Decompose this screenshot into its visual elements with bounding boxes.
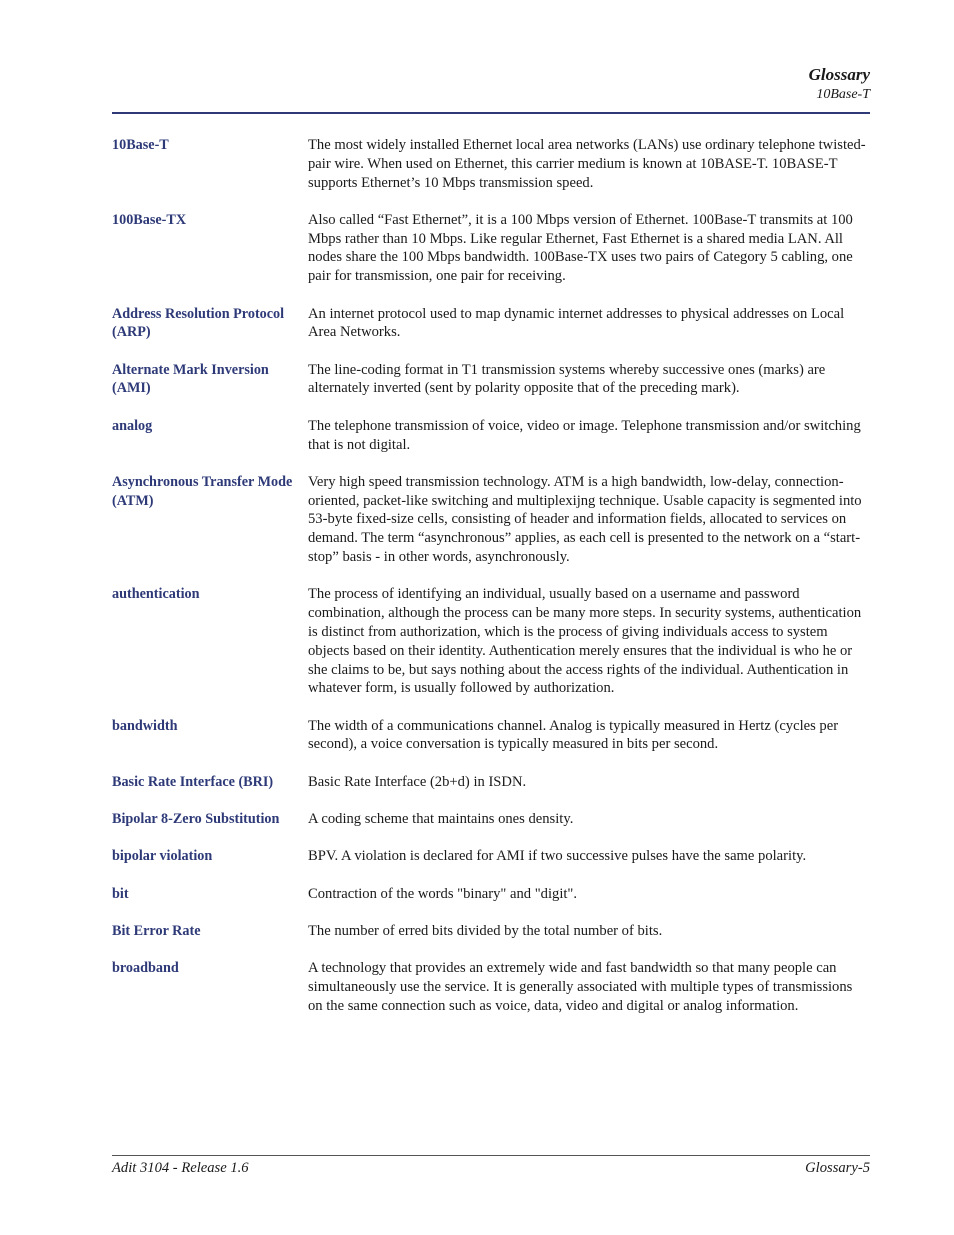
glossary-entry: [112, 959, 870, 1015]
glossary-term: authentication: [112, 586, 200, 603]
glossary-term: bit: [112, 885, 129, 902]
footer-rule: [112, 1155, 870, 1156]
glossary-term: analog: [112, 417, 153, 434]
glossary-entry: [112, 847, 870, 866]
glossary-definition: The most widely installed Ethernet local area networks (LANs) use ordinary telephone twisted-pair wire. When used on Ethernet, this carrier medium is known at 10BASE-T. 10BASE-T supports Ethernet’s 10 Mbps transmission speed.: [308, 137, 866, 191]
glossary-entry: [112, 136, 870, 192]
glossary-entry: [112, 810, 870, 829]
glossary-entry: [112, 361, 870, 399]
footer-product: Adit 3104 - Release 1.6: [112, 1160, 249, 1176]
glossary-definition: BPV. A violation is declared for AMI if two successive pulses have the same polarity.: [308, 848, 807, 865]
glossary-term: Address Resolution Protocol (ARP): [112, 305, 285, 341]
header-title: Glossary: [808, 65, 870, 84]
glossary-definition: Also called “Fast Ethernet”, it is a 100 Mbps version of Ethernet. 100Base-T transmits at 100 Mbps rather than 10 Mbps. Like regular Ethernet, Fast Ethernet is a shared media LAN. All nodes share the 100 Mbps bandwidth. 100Base-TX uses two pairs of Category 5 cabling, one pair for transmission, one pair for receiving.: [308, 211, 853, 285]
glossary-term: Basic Rate Interface (BRI): [112, 773, 274, 790]
header-subtitle: 10Base-T: [816, 87, 870, 102]
glossary-definition: The telephone transmission of voice, video or image. Telephone transmission and/or switching that is not digital.: [308, 417, 861, 453]
glossary-entry: [112, 717, 870, 755]
glossary-entry: [112, 417, 870, 455]
glossary-term: bandwidth: [112, 717, 178, 734]
glossary-list: [112, 136, 870, 1034]
glossary-term: broadband: [112, 960, 179, 977]
glossary-entry: [112, 585, 870, 698]
glossary-definition: The line-coding format in T1 transmission systems whereby successive ones (marks) are alternately inverted (sent by polarity opposite that of the preceding mark).: [308, 361, 826, 397]
glossary-entry: [112, 922, 870, 941]
glossary-definition: Basic Rate Interface (2b+d) in ISDN.: [308, 773, 527, 790]
glossary-term: 100Base-TX: [112, 211, 187, 228]
glossary-definition: A coding scheme that maintains ones density.: [308, 811, 574, 828]
glossary-definition: The process of identifying an individual, usually based on a username and password combination, although the process can be many more steps. In security systems, authentication is distinct from authorization, which is the process of giving individuals access to system objects based on their identity. Authentication merely ensures that the individual is who he or she claims to be, but says nothing about the access rights of the individual. Authentication in whatever form, is usually followed by authorization.: [308, 586, 862, 697]
glossary-entry: [112, 473, 870, 567]
glossary-definition: The number of erred bits divided by the total number of bits.: [308, 922, 663, 939]
glossary-definition: A technology that provides an extremely wide and fast bandwidth so that many people can simultaneously use the service. It is generally associated with multiple types of transmissions on the same connection such as voice, data, video and digital or analog information.: [308, 960, 853, 1014]
glossary-definition: Contraction of the words "binary" and "digit".: [308, 885, 578, 902]
glossary-entry: [112, 305, 870, 343]
glossary-entry: [112, 885, 870, 904]
glossary-entry: [112, 211, 870, 286]
footer-page-number: Glossary-5: [805, 1160, 870, 1176]
glossary-definition: Very high speed transmission technology. ATM is a high bandwidth, low-delay, connection-oriented, packet-like switching and multiplexijng technique. Usable capacity is segmented into 53-byte fixed-size cells, consisting of header and information fields, allocated to services on demand. The term “asynchronous” applies, as each cell is presented to the network on a “start-stop” basis - in other words, asynchronously.: [308, 473, 862, 566]
glossary-term: 10Base-T: [112, 137, 169, 153]
glossary-term: Asynchronous Transfer Mode (ATM): [112, 473, 293, 509]
glossary-term: bipolar violation: [112, 848, 213, 865]
header-rule: [112, 112, 870, 114]
glossary-definition: An internet protocol used to map dynamic internet addresses to physical addresses on Local Area Networks.: [308, 305, 845, 341]
page-header: [809, 64, 870, 104]
glossary-term: Alternate Mark Inversion (AMI): [112, 361, 269, 397]
glossary-term: Bipolar 8-Zero Substitution: [112, 811, 280, 828]
glossary-entry: [112, 773, 870, 792]
glossary-definition: The width of a communications channel. Analog is typically measured in Hertz (cycles per second), a voice conversation is typically measured in bits per second.: [308, 717, 839, 753]
glossary-term: Bit Error Rate: [112, 922, 201, 939]
